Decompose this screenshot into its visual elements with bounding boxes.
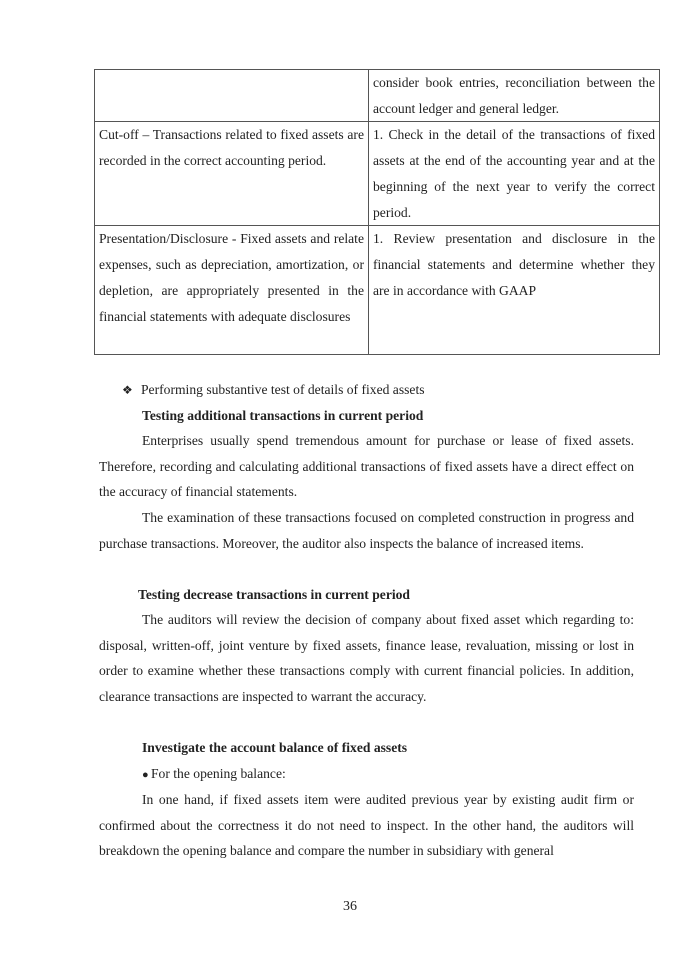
paragraph-additional-1: Enterprises usually spend tremendous amount for purchase or lease of fixed assets. Therefore, recording and calculating additional transactions of fixed assets have a direct effect on the accuracy of financial statements. <box>99 433 634 500</box>
table-cell-objective <box>95 70 369 122</box>
table-cell-procedure: 1. Review presentation and disclosure in the financial statements and determine whether they are in accordance with GAAP <box>369 226 660 355</box>
section-title-text: Performing substantive test of details of fixed assets <box>141 382 425 397</box>
table-row <box>95 122 660 226</box>
paragraph-additional-2: The examination of these transactions focused on completed construction in progress and purchase transactions. Moreover, the auditor also inspects the balance of increased items. <box>99 510 634 551</box>
subheading-additional-transactions: Testing additional transactions in current period <box>142 408 424 423</box>
table-row <box>95 226 660 355</box>
table-cell-objective: Presentation/Disclosure - Fixed assets and relate expenses, such as depreciation, amortization, or depletion, are appropriately presented in the financial statements with adequate disclosures <box>95 226 369 355</box>
table-cell-objective: Cut-off – Transactions related to fixed assets are recorded in the correct accounting period. <box>95 122 369 226</box>
subheading-decrease-transactions: Testing decrease transactions in current period <box>138 587 410 602</box>
section-title <box>122 377 425 404</box>
table-row <box>95 70 660 122</box>
audit-procedures-table <box>94 69 660 355</box>
opening-balance-item <box>142 761 286 789</box>
subheading-account-balance: Investigate the account balance of fixed assets <box>142 740 408 755</box>
table-cell-procedure: 1. Check in the detail of the transactions of fixed assets at the end of the accounting year and at the beginning of the next year to verify the correct period. <box>369 122 660 226</box>
paragraph-opening-balance: In one hand, if fixed assets item were audited previous year by existing audit firm or confirmed about the correctness it do not need to inspect. In the other hand, the auditors will breakdown the opening balance and compare the number in subsidiary with general <box>99 792 634 859</box>
table-cell-procedure: consider book entries, reconciliation between the account ledger and general ledger. <box>369 70 660 122</box>
page-number: 36 <box>343 899 357 914</box>
opening-balance-label: For the opening balance: <box>151 766 286 781</box>
paragraph-decrease-1: The auditors will review the decision of company about fixed asset which regarding to: disposal, written-off, joint venture by fixed assets, finance lease, revaluation, missing or lost in order to examine whether these transactions comply with current financial policies. In addition, clearance transactions are inspected to warrant the accuracy. <box>99 612 634 705</box>
diamond-bullet-icon: ❖ <box>122 383 133 397</box>
dot-bullet-icon: ● <box>142 769 149 781</box>
